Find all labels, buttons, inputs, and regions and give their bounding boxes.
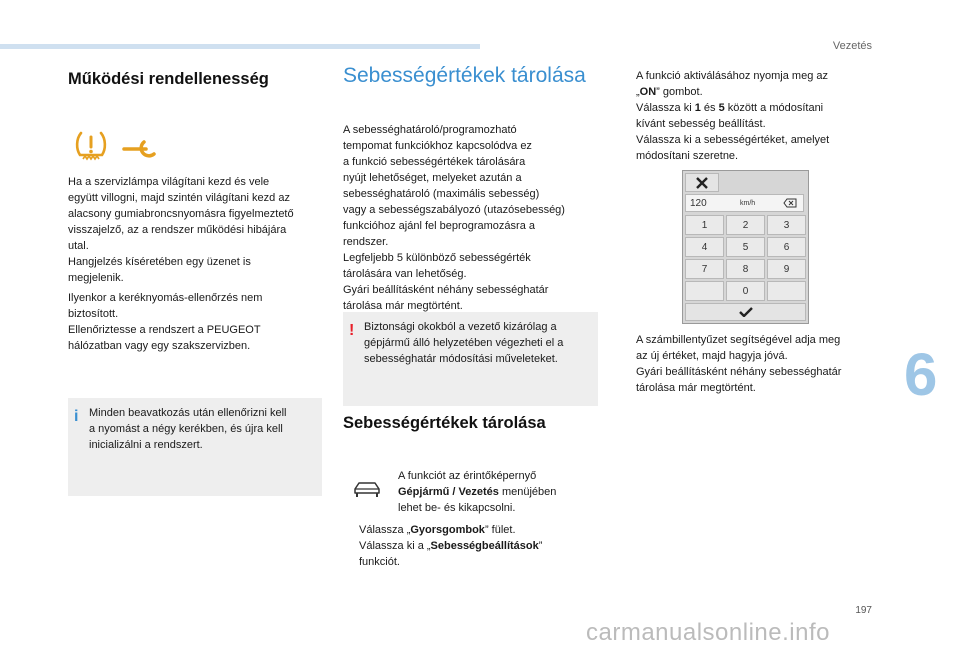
key-3[interactable]: 3 xyxy=(767,215,806,235)
keypad-steps: A számbillentyűzet segítségével adja meg az új értéket, majd hagyja jóvá. Gyári beállításként néhány sebességhatár tárolása már megtörtént. xyxy=(636,334,842,394)
page-number: 197 xyxy=(855,605,872,616)
service-wrench-icon xyxy=(118,134,158,158)
warning-icon: ! xyxy=(349,322,355,339)
speed-storage-subtitle: Sebességértékek tárolása xyxy=(343,414,546,432)
checkmark-icon xyxy=(739,307,753,317)
key-9[interactable]: 9 xyxy=(767,259,806,279)
key-5[interactable]: 5 xyxy=(726,237,765,257)
malfunction-paragraph-2: Ilyenkor a keréknyomás-ellenőrzés nem biztosított. Ellenőriztesse a rendszert a PEUGEOT hálózatban vagy egy szakszervizben. xyxy=(68,292,263,352)
key-2[interactable]: 2 xyxy=(726,215,765,235)
malfunction-paragraph-1: Ha a szervizlámpa világítani kezd és vele együtt villogni, majd szintén világítani kezd az alacsony gumiabroncsnyomásra figyelmeztető visszajelző, az a rendszer működési hibájára utal. Hangjelzés kíséretében egy üzenet is megjelenik. xyxy=(68,176,294,284)
tpms-warning-icon xyxy=(74,128,108,162)
close-icon xyxy=(696,177,708,189)
key-0[interactable]: 0 xyxy=(726,281,765,301)
key-1[interactable]: 1 xyxy=(685,215,724,235)
quick-keys-steps: Válassza „Gyorsgombok” fület. Válassza ki a „Sebességbeállítások” funkciót. xyxy=(359,524,543,568)
activation-steps: A funkció aktiválásához nyomja meg az „ON” gombot. Válassza ki 1 és 5 között a módosítani kívánt sebesség beállítást. Válassza ki a sebességértéket, amelyet módosítani szeretne. xyxy=(636,70,830,162)
key-6[interactable]: 6 xyxy=(767,237,806,257)
info-icon: i xyxy=(74,408,79,425)
speed-storage-title: Sebességértékek tárolása xyxy=(343,64,586,87)
info-note-text: Minden beavatkozás után ellenőrizni kell a nyomást a négy kerékben, és újra kell inicializálni a rendszert. xyxy=(89,407,287,451)
info-note-box xyxy=(68,398,322,496)
key-7[interactable]: 7 xyxy=(685,259,724,279)
speed-storage-paragraph: A sebességhatároló/programozható tempomat funkciókhoz kapcsolódva ez a funkció sebességértékek tárolására nyújt lehetőséget, melyeket azután a sebességhatároló (maximális sebesség) vagy a sebességszabályozó (utazósebesség) funkcióhoz ajánl fel beprogramozásra a rendszer. Legfeljebb 5 különböző sebességérték tárolására van lehetőség. Gyári beállításként néhány sebességhatár tárolása már megtörtént. xyxy=(343,124,565,312)
top-accent-bar xyxy=(0,44,480,49)
key-empty-right xyxy=(767,281,806,301)
speed-unit: km/h xyxy=(740,199,756,207)
close-button[interactable] xyxy=(685,173,719,192)
car-icon xyxy=(352,479,382,499)
touchscreen-menu-text: A funkciót az érintőképernyő Gépjármű / Vezetés menüjében lehet be- és kikapcsolni. xyxy=(398,470,557,514)
chapter-number: 6 xyxy=(904,341,938,408)
section-title: Vezetés xyxy=(832,40,872,52)
key-empty-left xyxy=(685,281,724,301)
key-4[interactable]: 4 xyxy=(685,237,724,257)
warning-note-box xyxy=(343,312,598,406)
key-8[interactable]: 8 xyxy=(726,259,765,279)
confirm-button[interactable] xyxy=(685,303,806,321)
speed-keypad-screenshot xyxy=(682,170,809,324)
speed-value-display xyxy=(685,194,804,212)
speed-value: 120 xyxy=(690,197,707,209)
backspace-icon[interactable] xyxy=(783,198,797,208)
malfunction-title: Működési rendellenesség xyxy=(68,70,269,88)
watermark: carmanualsonline.info xyxy=(586,619,830,646)
warning-note-text: Biztonsági okokból a vezető kizárólag a gépjármű álló helyzetében végezheti el a sebességhatár módosítási műveleteket. xyxy=(364,321,564,365)
